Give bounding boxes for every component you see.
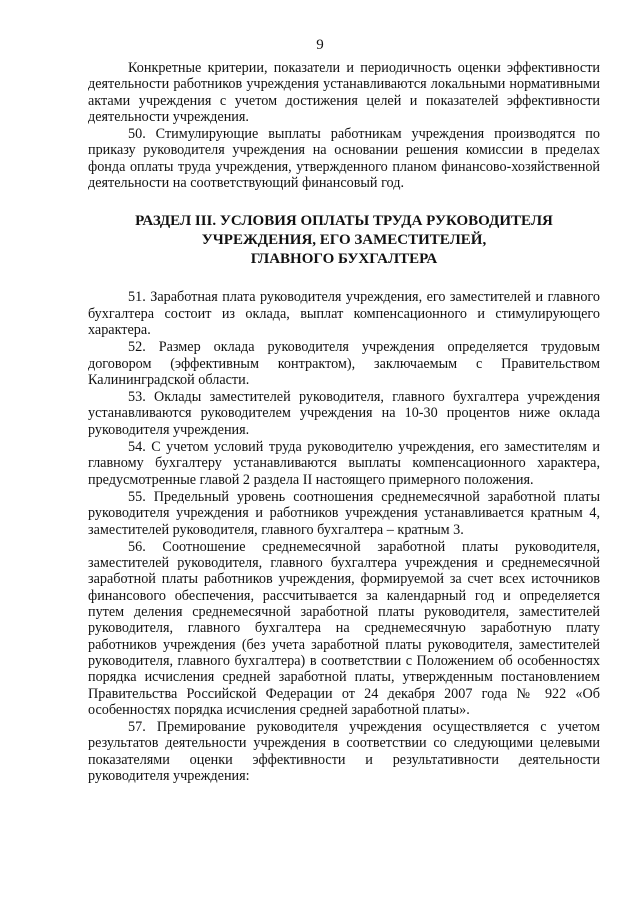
paragraph-52: 52. Размер оклада руководителя учреждения определяется трудовым договором (эффективным контрактом), заключаемым с Правительством Калининградской области. <box>88 339 600 388</box>
paragraph-50: 50. Стимулирующие выплаты работникам учреждения производятся по приказу руководителя учреждения на основании решения комиссии в пределах фонда оплаты труда учреждения, утвержденного планом финансово-хозяйственной деятельности на соответствующий финансовый год. <box>88 126 600 192</box>
paragraph-55: 55. Предельный уровень соотношения среднемесячной заработной платы руководителя учреждения и работников учреждения устанавливается кратным 4, заместителей руководителя, главного бухгалтера – кратным 3. <box>88 488 600 538</box>
section-heading-line-2: УЧРЕЖДЕНИЯ, ЕГО ЗАМЕСТИТЕЛЕЙ, <box>201 232 487 249</box>
page-number: 9 <box>316 37 324 53</box>
paragraph-57: 57. Премирование руководителя учреждения осуществляется с учетом результатов деятельности учреждения в соответствии со следующими целевыми показателями оценки эффективности и результативности деятельности руководителя учреждения: <box>88 719 600 784</box>
paragraph-54: 54. С учетом условий труда руководителю учреждения, его заместителям и главному бухгалтеру устанавливаются выплаты компенсационного характера, предусмотренные главой 2 раздела II настоящего примерного положения. <box>88 439 600 488</box>
paragraph-51: 51. Заработная плата руководителя учреждения, его заместителей и главного бухгалтера состоит из оклада, выплат компенсационного и стимулирующего характера. <box>88 289 600 338</box>
section-heading-line-1: РАЗДЕЛ III. УСЛОВИЯ ОПЛАТЫ ТРУДА РУКОВОДИТЕЛЯ <box>135 213 553 230</box>
section-heading-line-3: ГЛАВНОГО БУХГАЛТЕРА <box>250 251 438 268</box>
paragraph-53: 53. Оклады заместителей руководителя, главного бухгалтера учреждения устанавливаются руководителем учреждения на 10-30 процентов ниже оклада руководителя учреждения. <box>88 389 600 438</box>
paragraph-criteria: Конкретные критерии, показатели и периодичность оценки эффективности деятельности работников учреждения устанавливаются локальными нормативными актами учреждения с учетом достижения целей и показателей эффективности деятельности учреждения. <box>88 60 600 125</box>
page-content <box>88 60 600 784</box>
paragraph-56: 56. Соотношение среднемесячной заработной платы руководителя, заместителей руководителя, главного бухгалтера учреждения и среднемесячной заработной платы работников учреждения, формируемой за счет всех источников финансового обеспечения, рассчитывается за календарный год и определяется путем деления среднемесячной заработной платы руководителя, заместителей руководителя, главного бухгалтера на среднемесячную заработную плату работников учреждения (без учета заработной платы руководителя, заместителей руководителя, главного бухгалтера) в соответствии с Положением об особенностях порядка исчисления средней заработной платы, утвержденным постановлением Правительства Российской Федерации от 24 декабря 2007 года № 922 «Об особенностях порядка исчисления средней заработной платы». <box>88 538 600 718</box>
section-heading <box>88 212 600 269</box>
